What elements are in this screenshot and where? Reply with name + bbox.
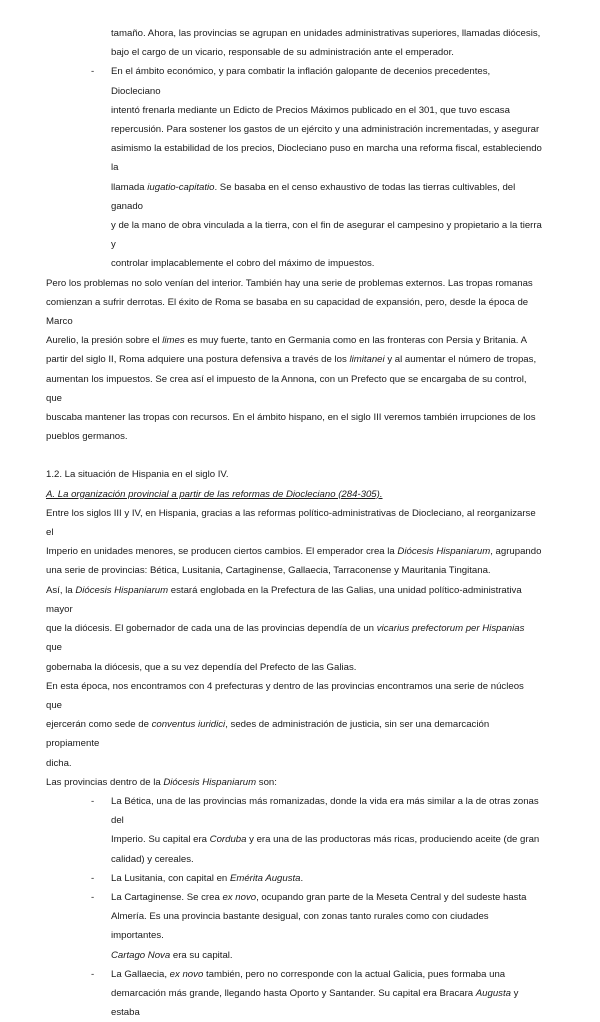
continuation-text bbox=[0, 24, 600, 62]
text-line: Almería. Es una provincia bastante desigual, con zonas tanto rurales como con ciudades importantes. bbox=[111, 911, 489, 942]
italic-term: iugatio-capitatio bbox=[147, 181, 215, 193]
text-line: también, pero no corresponde con la actual Galicia, pues formaba una bbox=[203, 968, 506, 980]
spacer bbox=[0, 446, 600, 465]
bullet-dash: - bbox=[91, 891, 95, 903]
text-line: tamaño. Ahora, las provincias se agrupan en unidades administrativas superiores, llamadas diócesis, bbox=[111, 28, 541, 39]
text-line: , agrupando bbox=[490, 546, 542, 558]
text-line: Pero los problemas no solo venían del interior. También hay una serie de problemas externos. Las tropas romanas bbox=[46, 277, 533, 289]
bullet-dash: - bbox=[91, 795, 95, 807]
text-line: Imperio. Su capital era bbox=[111, 834, 210, 846]
italic-term: Augusta bbox=[475, 987, 511, 999]
text-line: es muy fuerte, tanto en Germania como en las fronteras con Persia y Britania. A bbox=[184, 335, 528, 347]
paragraph-external-problems bbox=[0, 274, 600, 447]
text-line: comienzan a sufrir derrotas. El éxito de Roma se basaba en su capacidad de expansión, pero, desde la época de Marco bbox=[46, 296, 529, 328]
text-line: calidad) y cereales. bbox=[111, 853, 194, 865]
italic-term: conventus iuridici bbox=[151, 719, 226, 731]
text-line: era su capital. bbox=[170, 949, 233, 961]
text-line: La Gallaecia, bbox=[111, 968, 170, 980]
text-line: ejercerán como sede de bbox=[46, 719, 152, 731]
text-line: , sedes de administración de justicia, sin ser una demarcación propiamente bbox=[46, 719, 490, 750]
text-line: asimismo la estabilidad de los precios, Diocleciano puso en marcha una reforma fiscal, estableciendo la bbox=[111, 143, 542, 174]
text-line: y de la mano de obra vinculada a la tierra, con el fin de asegurar el campesino y propietario a la tierra y bbox=[111, 220, 542, 251]
text-line: Entre los siglos III y IV, en Hispania, gracias a las reformas político-administrativas de Diocleciano, al reorganizarse el bbox=[46, 507, 536, 539]
text-line: Aurelio, la presión sobre el bbox=[46, 335, 163, 347]
italic-term: Diócesis Hispaniarum bbox=[163, 776, 257, 788]
text-line: La Lusitania, con capital en bbox=[111, 872, 230, 884]
text-line: Las provincias dentro de la bbox=[46, 776, 164, 788]
bullet-dash: - bbox=[91, 66, 95, 78]
text-line: llamada bbox=[111, 181, 148, 193]
text-line: y estaba bbox=[111, 987, 519, 1019]
text-line: repercusión. Para sostener los gastos de un ejército y una administración incrementadas, y asegurar bbox=[111, 124, 540, 136]
italic-term: limes bbox=[162, 335, 185, 347]
text-line: bajo el cargo de un vicario, responsable de su administración ante el emperador. bbox=[111, 47, 454, 59]
text-line: aumentan los impuestos. Se crea así el impuesto de la Annona, con un Prefecto que se encargaba de su control, que bbox=[46, 373, 527, 404]
italic-term: limitanei bbox=[349, 354, 385, 366]
text-line: , ocupando gran parte de la Meseta Central y del sudeste hasta bbox=[256, 891, 527, 903]
italic-term: Diócesis Hispaniarum bbox=[75, 584, 169, 596]
list-item-gallaecia bbox=[0, 965, 600, 1022]
section-heading: 1.2. La situación de Hispania en el siglo IV. bbox=[46, 469, 229, 481]
text-line: estará englobada en la Prefectura de las Galias, una unidad político-administrativa mayor bbox=[46, 584, 522, 615]
list-item-cartaginense bbox=[0, 888, 600, 965]
paragraph-list-intro bbox=[0, 773, 600, 792]
text-line: pueblos germanos. bbox=[46, 431, 128, 443]
text-line: y era una de las productoras más ricas, produciendo aceite (de gran bbox=[246, 834, 540, 846]
italic-term: Emérita Augusta bbox=[229, 872, 301, 884]
text-line: En el ámbito económico, y para combatir la inflación galopante de decenios precedentes, Diocleciano bbox=[111, 66, 491, 97]
text-line: En esta época, nos encontramos con 4 prefecturas y dentro de las provincias encontramos una serie de núcleos que bbox=[46, 680, 524, 711]
list-item-lusitania bbox=[0, 869, 600, 888]
text-line: buscaba mantener las tropas con recursos. En el ámbito hispano, en el siglo III veremos también irrupciones de los bbox=[46, 412, 536, 424]
list-item-betica bbox=[0, 792, 600, 869]
text-line: Imperio en unidades menores, se producen ciertos cambios. El emperador crea la bbox=[46, 546, 398, 558]
text-line: que la diócesis. El gobernador de cada una de las provincias dependía de un bbox=[46, 623, 377, 635]
paragraph-epoca bbox=[0, 677, 600, 773]
italic-term: ex novo bbox=[222, 891, 257, 903]
text-line: que bbox=[46, 642, 63, 654]
paragraph-intro bbox=[0, 504, 600, 581]
text-line: dicha. bbox=[46, 757, 72, 769]
text-line: . Se basaba en el censo exhaustivo de todas las tierras cultivables, del ganado bbox=[111, 181, 516, 212]
paragraph-asi bbox=[0, 581, 600, 677]
italic-term: ex novo bbox=[169, 968, 204, 980]
document-page bbox=[0, 24, 600, 1022]
text-line: controlar implacablemente el cobro del máximo de impuestos. bbox=[111, 258, 375, 270]
italic-term: Cartago Nova bbox=[111, 949, 171, 961]
bullet-dash: - bbox=[91, 872, 95, 884]
text-line: son: bbox=[256, 776, 277, 788]
italic-term: vicarius prefectorum per Hispanias bbox=[376, 623, 525, 635]
text-line: intentó frenarla mediante un Edicto de Precios Máximos publicado en el 301, que tuvo escasa bbox=[111, 104, 510, 116]
italic-term: Diócesis Hispaniarum bbox=[397, 546, 491, 558]
text-line: demarcación más grande, llegando hasta Oporto y Santander. Su capital era Bracara bbox=[111, 987, 476, 999]
text-line: Así, la bbox=[46, 584, 76, 596]
text-line: partir del siglo II, Roma adquiere una postura defensiva a través de los bbox=[46, 354, 350, 366]
text-line: una serie de provincias: Bética, Lusitania, Cartaginense, Gallaecia, Tarraconense y Mauritania Tingitana. bbox=[46, 565, 491, 577]
text-line: La Bética, una de las provincias más romanizadas, donde la vida era más similar a la de otras zonas del bbox=[111, 795, 539, 827]
bullet-dash: - bbox=[91, 968, 95, 980]
text-line: . bbox=[300, 872, 304, 884]
list-item-economic bbox=[0, 62, 600, 273]
text-line: La Cartaginense. Se crea bbox=[111, 891, 223, 903]
section-subheading: A. La organización provincial a partir de las reformas de Diocleciano (284-305). bbox=[46, 488, 383, 500]
text-line: y al aumentar el número de tropas, bbox=[384, 354, 537, 366]
text-line: gobernaba la diócesis, que a su vez dependía del Prefecto de las Galias. bbox=[46, 661, 357, 673]
italic-term: Corduba bbox=[209, 834, 247, 846]
